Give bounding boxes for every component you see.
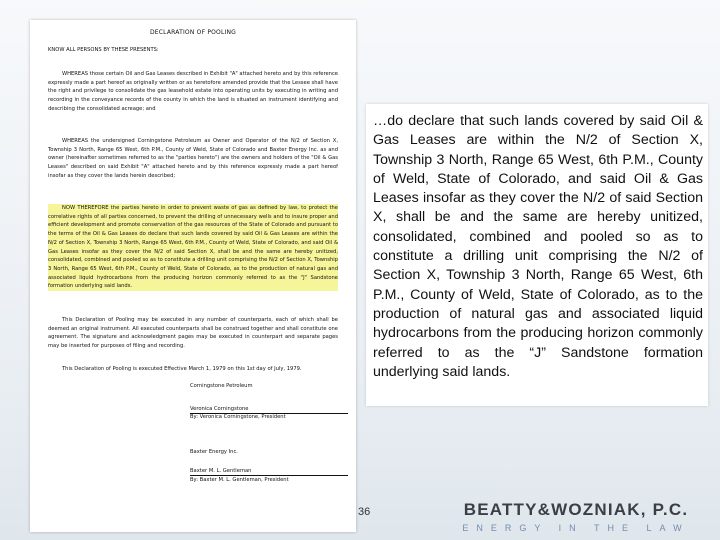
paragraph-counterparts: This Declaration of Pooling may be executed in any number of counterparts, each of which shall be deemed an original instrument. All executed counterparts shall be construed together and shall constitute one agreement. The signature and acknowledgment pages may be executed in counterpart and separate pages may be inserted for purposes of filing and recording.	[48, 317, 338, 350]
signature-byline-1: By: Veronica Corningstone, President	[190, 414, 286, 420]
paragraph-whereas-owners: WHEREAS the undersigned Corningstone Petroleum as Owner and Operator of the N/2 of Section X, Township 3 North, Range 65 West, 6th P.M., County of Weld, State of Colorado and Baxter Energy Inc. as and owner (hereinafter sometimes referred to as the "parties hereto") are the owners and holders of the "Oil & Gas Leases" described on said Exhibit "A" attached hereto and by this reference expressly made a part hereof insofar as they cover the lands herein described;	[48, 138, 338, 179]
firm-name: BEATTY&WOZNIAK, P.C.	[463, 500, 689, 519]
signature-name-1: Veronica Corningstone	[190, 406, 249, 412]
signature-name-2: Baxter M. L. Gentleman	[190, 468, 252, 474]
firm-logo	[440, 496, 712, 536]
signature-company-2: Baxter Energy Inc.	[190, 449, 238, 455]
document-page	[30, 20, 356, 532]
excerpt-callout	[366, 104, 708, 406]
document-title: DECLARATION OF POOLING	[149, 29, 237, 36]
firm-tagline: ENERGY IN THE LAW	[462, 523, 690, 533]
paragraph-whereas-leases: WHEREAS those certain Oil and Gas Leases described in Exhibit "A" attached hereto and by this reference expressly made a part hereof as originally written or as heretofore amended provide that the Lessee shall have the right and privilege to consolidate the gas leasehold estate into operating units by executing in writing and recording in the conveyance records of the county in which the land is situated an instrument identifying and describing the consolidated acreage; and	[48, 71, 338, 112]
paragraph-execution-date: This Declaration of Pooling is executed Effective March 1, 1979 on this 1st day of July, 1979.	[62, 366, 302, 372]
signature-company-1: Corningstone Petroleum	[190, 383, 253, 389]
signature-byline-2: By: Baxter M. L. Gentleman, President	[190, 477, 289, 483]
opening-line: KNOW ALL PERSONS BY THESE PRESENTS:	[48, 47, 159, 53]
page-number: 36	[358, 506, 371, 518]
paragraph-now-therefore: NOW THEREFORE the parties hereto in order to prevent waste of gas as defined by law, to protect the correlative rights of all parties concerned, to prevent the drilling of unnecessary wells and to insure proper and efficient development and promote conservation of the gas resources of the State of Colorado and pursuant to the terms of the Oil & Gas Leases do declare that such lands covered by said Oil & Gas Leases are within the N/2 of Section X, Township 3 North, Range 65 West, 6th P.M., County of Weld, State of Colorado, and said Oil & Gas Leases insofar as they cover the N/2 of said Section X, shall be and the same are hereby unitized, consolidated, combined and pooled so as to constitute a drilling unit comprising the N/2 of Section X, Township 3 North, Range 65 West, 6th P.M., County of Weld, State of Colorado, as to the production of natural gas and associated liquid hydrocarbons from the producing horizon commonly referred to as the "J" Sandstone formation underlying said lands.	[48, 205, 338, 290]
excerpt-text: …do declare that such lands covered by said Oil & Gas Leases are within the N/2 of Section X, Township 3 North, Range 65 West, 6th P.M., County of Weld, State of Colorado, and said Oil & Gas Leases insofar as they cover the N/2 of said Section X, shall be and the same are hereby unitized, consolidated, combined and pooled so as to constitute a drilling unit comprising the N/2 of Section X, Township 3 North, Range 65 West, 6th P.M., County of Weld, State of Colorado, as to the production of natural gas and associated liquid hydrocarbons from the producing horizon commonly referred to as the “J” Sandstone formation underlying said lands.	[373, 113, 703, 380]
